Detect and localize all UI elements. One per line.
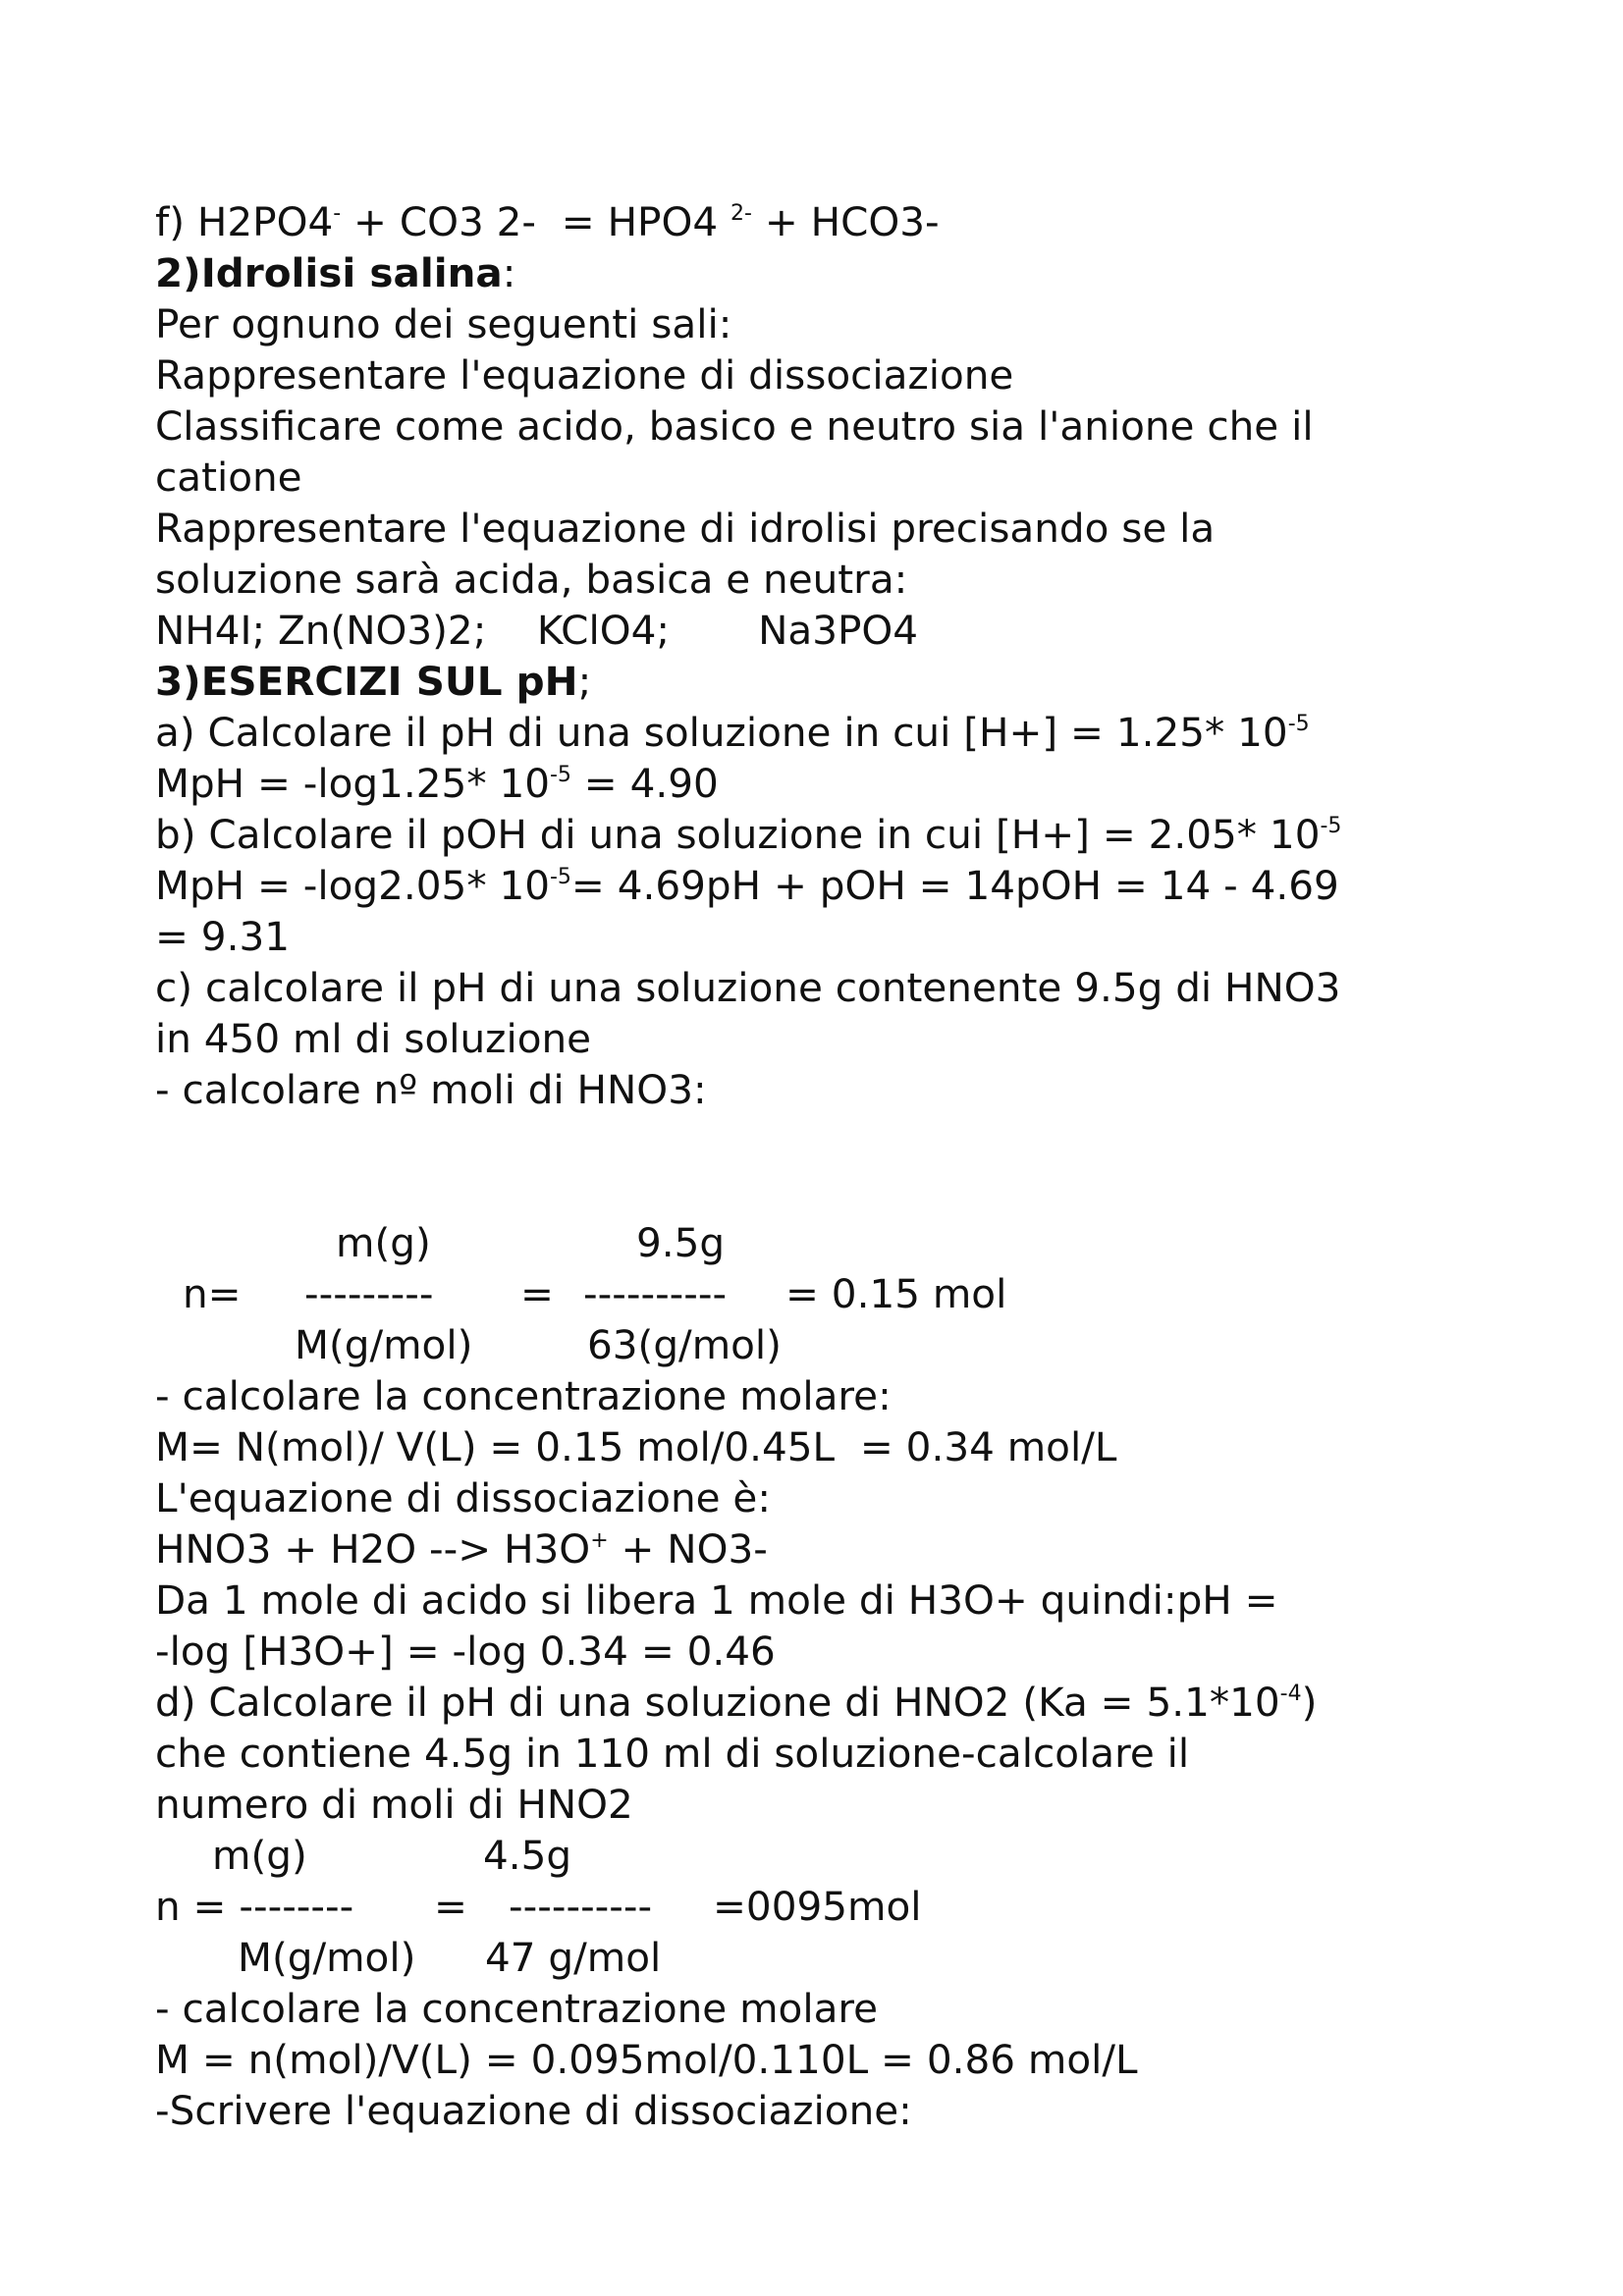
text-line xyxy=(155,1677,1317,1735)
text-segment: : xyxy=(502,249,516,296)
text-line xyxy=(155,809,1341,868)
numerator-mass: m(g) xyxy=(212,1832,307,1879)
denominator-value: 63(g/mol) xyxy=(587,1321,782,1368)
text-segment: a) Calcolare il pH di una soluzione in cui [H+] = 1.25* 10 xyxy=(155,709,1288,756)
fraction-bar: ---------- xyxy=(583,1270,728,1317)
denominator-molar-mass: M(g/mol) xyxy=(238,1934,416,1981)
formula-lhs: n = -------- xyxy=(155,1883,354,1930)
numerator-value: 9.5g xyxy=(636,1219,726,1266)
text-line: Da 1 mole di acido si libera 1 mole di H3O+ quindi:pH = xyxy=(155,1576,1278,1624)
text-segment: f) H2PO4 xyxy=(155,198,334,245)
text-line: - calcolare la concentrazione molare xyxy=(155,1985,879,2032)
text-line xyxy=(155,758,719,817)
superscript: -4 xyxy=(1279,1682,1302,1706)
formula-result: = 0.15 mol xyxy=(785,1270,1007,1317)
text-line: che contiene 4.5g in 110 ml di soluzione-calcolare il xyxy=(155,1730,1190,1777)
superscript: -5 xyxy=(549,763,571,787)
text-segment: b) Calcolare il pOH di una soluzione in cui [H+] = 2.05* 10 xyxy=(155,811,1321,858)
text-line: Per ognuno dei seguenti sali: xyxy=(155,300,732,347)
text-line: - calcolare nº moli di HNO3: xyxy=(155,1066,707,1113)
text-line: M= N(mol)/ V(L) = 0.15 mol/0.45L = 0.34 mol/L xyxy=(155,1423,1117,1470)
text-line: Classificare come acido, basico e neutro sia l'anione che il xyxy=(155,402,1314,450)
heading-text: 3)ESERCIZI SUL pH xyxy=(155,658,578,705)
text-segment: d) Calcolare il pH di una soluzione di HNO2 (Ka = 5.1*10 xyxy=(155,1679,1280,1726)
text-segment: = 4.69pH + pOH = 14pOH = 14 - 4.69 xyxy=(570,862,1339,909)
section-heading xyxy=(155,247,515,298)
text-line xyxy=(155,1523,768,1582)
denominator-value: 47 g/mol xyxy=(485,1934,662,1981)
fraction-bar: --------- xyxy=(304,1270,434,1317)
text-line xyxy=(155,196,940,255)
superscript: 2- xyxy=(730,201,752,226)
text-line: soluzione sarà acida, basica e neutra: xyxy=(155,556,908,603)
formula-result: =0095mol xyxy=(713,1883,922,1930)
text-segment: MpH = -log2.05* 10 xyxy=(155,862,550,909)
text-segment: MpH = -log1.25* 10 xyxy=(155,760,550,807)
text-line xyxy=(155,860,1339,919)
fraction-bar: ---------- xyxy=(509,1883,653,1930)
section-heading xyxy=(155,656,591,707)
text-line: c) calcolare il pH di una soluzione contenente 9.5g di HNO3 xyxy=(155,964,1341,1011)
text-line: in 450 ml di soluzione xyxy=(155,1015,592,1062)
superscript: -5 xyxy=(549,865,571,889)
text-segment: HNO3 + H2O --> H3O xyxy=(155,1525,591,1573)
equals-sign: = xyxy=(520,1270,554,1317)
text-line: NH4I; Zn(NO3)2; KClO4; Na3PO4 xyxy=(155,607,919,654)
text-line: -Scrivere l'equazione di dissociazione: xyxy=(155,2087,912,2134)
text-line: Rappresentare l'equazione di idrolisi precisando se la xyxy=(155,505,1216,552)
text-line: numero di moli di HNO2 xyxy=(155,1781,633,1828)
text-line: L'equazione di dissociazione è: xyxy=(155,1474,771,1522)
equals-sign: = xyxy=(434,1883,467,1930)
text-segment: ; xyxy=(577,658,592,705)
text-segment: = 4.90 xyxy=(570,760,719,807)
superscript: -5 xyxy=(1287,712,1310,736)
numerator-value: 4.5g xyxy=(483,1832,572,1879)
text-segment: + HCO3- xyxy=(751,198,940,245)
text-segment: + CO3 2- = HPO4 xyxy=(341,198,731,245)
superscript: - xyxy=(333,201,342,226)
text-line: catione xyxy=(155,454,302,501)
text-line xyxy=(155,707,1310,766)
text-line: M = n(mol)/V(L) = 0.095mol/0.110L = 0.86 mol/L xyxy=(155,2036,1138,2083)
numerator-mass: m(g) xyxy=(336,1219,431,1266)
text-line: -log [H3O+] = -log 0.34 = 0.46 xyxy=(155,1628,776,1675)
text-line: - calcolare la concentrazione molare: xyxy=(155,1372,892,1419)
text-segment: + NO3- xyxy=(608,1525,768,1573)
text-line: Rappresentare l'equazione di dissociazione xyxy=(155,351,1014,399)
superscript: -5 xyxy=(1320,814,1342,838)
superscript: + xyxy=(590,1528,609,1553)
denominator-molar-mass: M(g/mol) xyxy=(295,1321,473,1368)
formula-lhs: n= xyxy=(183,1270,242,1317)
text-line: = 9.31 xyxy=(155,913,290,960)
heading-text: 2)Idrolisi salina xyxy=(155,249,503,296)
text-segment: ) xyxy=(1301,1679,1318,1726)
